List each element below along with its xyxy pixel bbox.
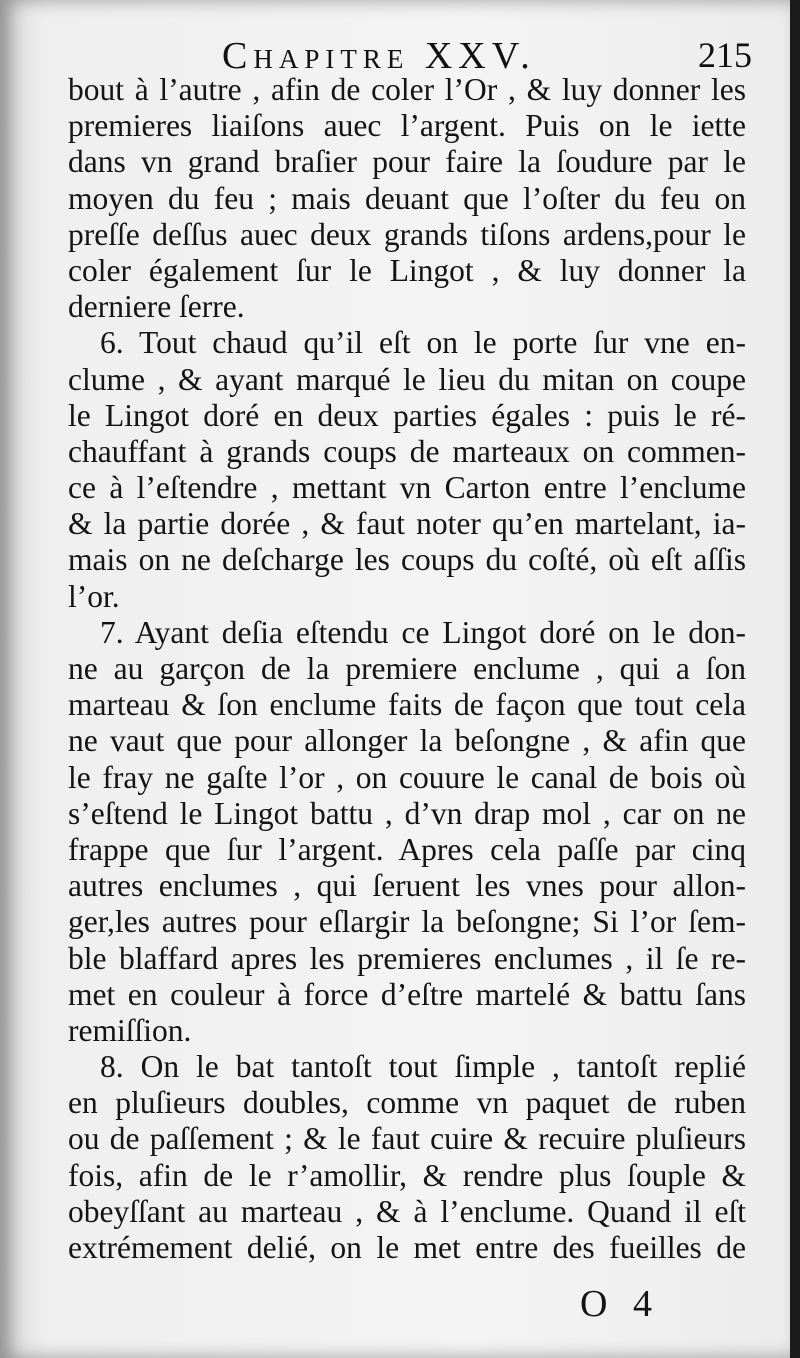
paragraph-7-start: 7. Ayant deſia eſtendu ce Lingot doré on le don-	[100, 614, 746, 650]
text-line: s’eſtend le Lingot battu , d’vn drap mol , car on ne	[68, 795, 746, 831]
text-line: marteau & ſon enclume faits de façon que tout cela	[68, 687, 746, 723]
running-title: Chapitre XXV.	[222, 35, 536, 77]
text-line: mais on ne deſcharge les coups du coſté, où eſt aſſis	[68, 542, 746, 578]
text-line: ne vaut que pour allonger la beſongne , & afin que	[68, 723, 746, 759]
text-line: ce à l’eſtendre , mettant vn Carton entre l’enclume	[68, 470, 746, 506]
signature-mark: O 4	[580, 1283, 660, 1325]
paragraph-8-start: 8. On le bat tantoſt tout ſimple , tantoſt replié	[100, 1049, 746, 1085]
text-line: remiſſion.	[68, 1012, 192, 1048]
text-line: met en couleur à force d’eſtre martelé & battu ſans	[68, 976, 746, 1012]
text-line: obeyſſant au marteau , & à l’enclume. Quand il eſt	[68, 1193, 746, 1229]
text-line: preſſe deſſus auec deux grands tiſons ardens,pour le	[68, 216, 746, 252]
text-line: chauffant à grands coups de marteaux on commen-	[68, 433, 746, 469]
text-line: derniere ſerre.	[68, 289, 245, 325]
text-line: premieres liaiſons auec l’argent. Puis on le iette	[68, 108, 746, 144]
text-line: extrémement delié, on le met entre des fueilles de	[68, 1230, 746, 1265]
text-line: & la partie dorée , & faut noter qu’en martelant, ia-	[68, 506, 746, 542]
text-line: ger,les autres pour eſlargir la beſongne; Si l’or ſem-	[68, 904, 746, 940]
text-line: le fray ne gaſte l’or , on couure le canal de bois où	[68, 759, 746, 795]
text-line: le Lingot doré en deux parties égales : puis le ré-	[68, 397, 746, 433]
text-line: ou de paſſement ; & le faut cuire & recuire pluſieurs	[68, 1121, 746, 1157]
text-line: frappe que ſur l’argent. Apres cela paſſe par cinq	[68, 831, 746, 867]
text-line: moyen du feu ; mais deuant que l’oſter du feu on	[68, 180, 746, 216]
text-line: en pluſieurs doubles, comme vn paquet de ruben	[68, 1085, 746, 1121]
text-line: ne au garçon de la premiere enclume , qui a ſon	[68, 651, 746, 686]
body-text	[68, 72, 746, 1266]
text-line: clume , & ayant marqué le lieu du mitan on coupe	[68, 361, 746, 397]
page-number: 215	[698, 35, 752, 75]
text-line: l’or.	[68, 578, 120, 614]
text-line: bout à l’autre , afin de coler l’Or , & luy donner les	[68, 72, 746, 107]
text-line: coler également ſur le Lingot , & luy donner la	[68, 252, 746, 288]
paragraph-6-start: 6. Tout chaud qu’il eſt on le porte ſur vne en-	[100, 325, 746, 361]
text-line: fois, afin de le r’amollir, & rendre plus ſouple &	[68, 1157, 746, 1193]
text-line: ble blaffard apres les premieres enclumes , il ſe re-	[68, 940, 746, 976]
text-line: dans vn grand braſier pour faire la ſoudure par le	[68, 144, 746, 180]
text-line: autres enclumes , qui ſeruent les vnes pour allon-	[68, 868, 746, 904]
